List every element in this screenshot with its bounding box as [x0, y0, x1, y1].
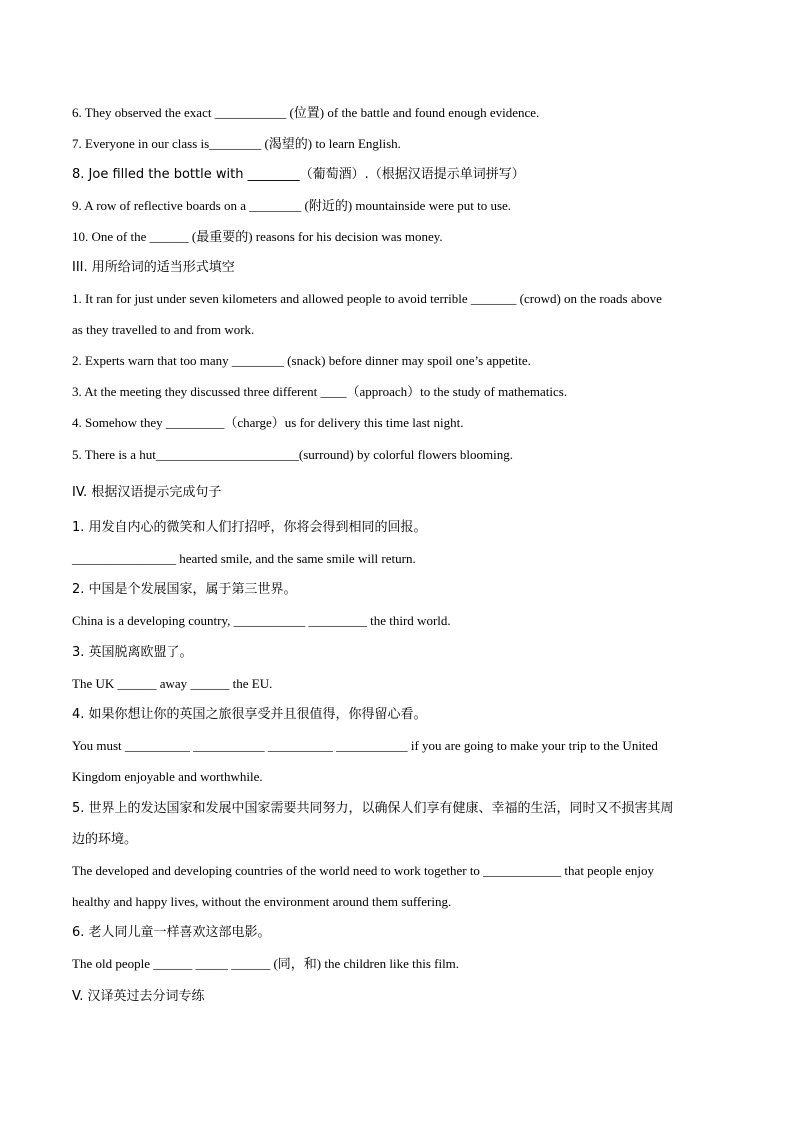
section-iv-q2-answer: China is a developing country, ___________ _________ the third world.: [72, 613, 451, 628]
section-iii-q2-line: 2. Experts warn that too many ________ (snack) before dinner may spoil one’s appetite.: [72, 353, 531, 368]
section-iv-heading: IV. 根据汉语提示完成句子: [72, 485, 222, 500]
section-iv-q3-prompt: 3. 英国脱离欧盟了。: [72, 645, 193, 660]
section-v-heading: V. 汉译英过去分词专练: [72, 989, 205, 1004]
section-iii-heading: III. 用所给词的适当形式填空: [72, 260, 235, 275]
section-iv-q2-prompt: 2. 中国是个发展国家，属于第三世界。: [72, 582, 297, 597]
section-iv-q4-answer-line1: You must __________ ___________ __________ ___________ if you are going to make your trip to the United: [72, 738, 658, 753]
section-iv-q4-answer-line2: Kingdom enjoyable and worthwhile.: [72, 769, 263, 784]
section-iii-q1-line2: as they travelled to and from work.: [72, 322, 255, 337]
question-7-line: 7. Everyone in our class is________ (渴望的) to learn English.: [72, 136, 401, 151]
section-iii-q5-line: 5. There is a hut______________________(surround) by colorful flowers blooming.: [72, 447, 513, 462]
question-9-line: 9. A row of reflective boards on a ________ (附近的) mountainside were put to use.: [72, 198, 512, 213]
section-iv-q5-answer-line2: healthy and happy lives, without the environment around them suffering.: [72, 894, 452, 909]
question-8-line: 8. Joe filled the bottle with ________（葡萄酒）.（根据汉语提示单词拼写）: [72, 167, 525, 182]
question-6-line: 6. They observed the exact ___________ (位置) of the battle and found enough evidence.: [72, 105, 540, 120]
section-iv-q6-prompt: 6. 老人同儿童一样喜欢这部电影。: [72, 925, 271, 940]
section-iv-q5-prompt-line2: 边的环境。: [72, 832, 138, 847]
section-iii-q4-line: 4. Somehow they _________（charge）us for delivery this time last night.: [72, 415, 464, 430]
section-iii-q1-line1: 1. It ran for just under seven kilometers and allowed people to avoid terrible _______ (crowd) on the roads above: [72, 291, 662, 306]
section-iv-q6-answer: The old people ______ _____ ______ (同，和) the children like this film.: [72, 956, 460, 971]
question-10-line: 10. One of the ______ (最重要的) reasons for his decision was money.: [72, 229, 443, 244]
section-iv-q1-answer: ________________ hearted smile, and the same smile will return.: [72, 551, 416, 566]
section-iii-q3-line: 3. At the meeting they discussed three different ____（approach）to the study of mathematics.: [72, 384, 568, 399]
section-iv-q3-answer: The UK ______ away ______ the EU.: [72, 676, 273, 691]
section-iv-q5-prompt-line1: 5. 世界上的发达国家和发展中国家需要共同努力，以确保人们享有健康、幸福的生活，同时又不损害其周: [72, 801, 674, 816]
section-iv-q4-prompt: 4. 如果你想让你的英国之旅很享受并且很值得，你得留心看。: [72, 707, 427, 722]
section-iv-q1-prompt: 1. 用发自内心的微笑和人们打招呼，你将会得到相同的回报。: [72, 520, 427, 535]
section-iv-q5-answer-line1: The developed and developing countries of the world need to work together to ____________ that people enjoy: [72, 863, 654, 878]
